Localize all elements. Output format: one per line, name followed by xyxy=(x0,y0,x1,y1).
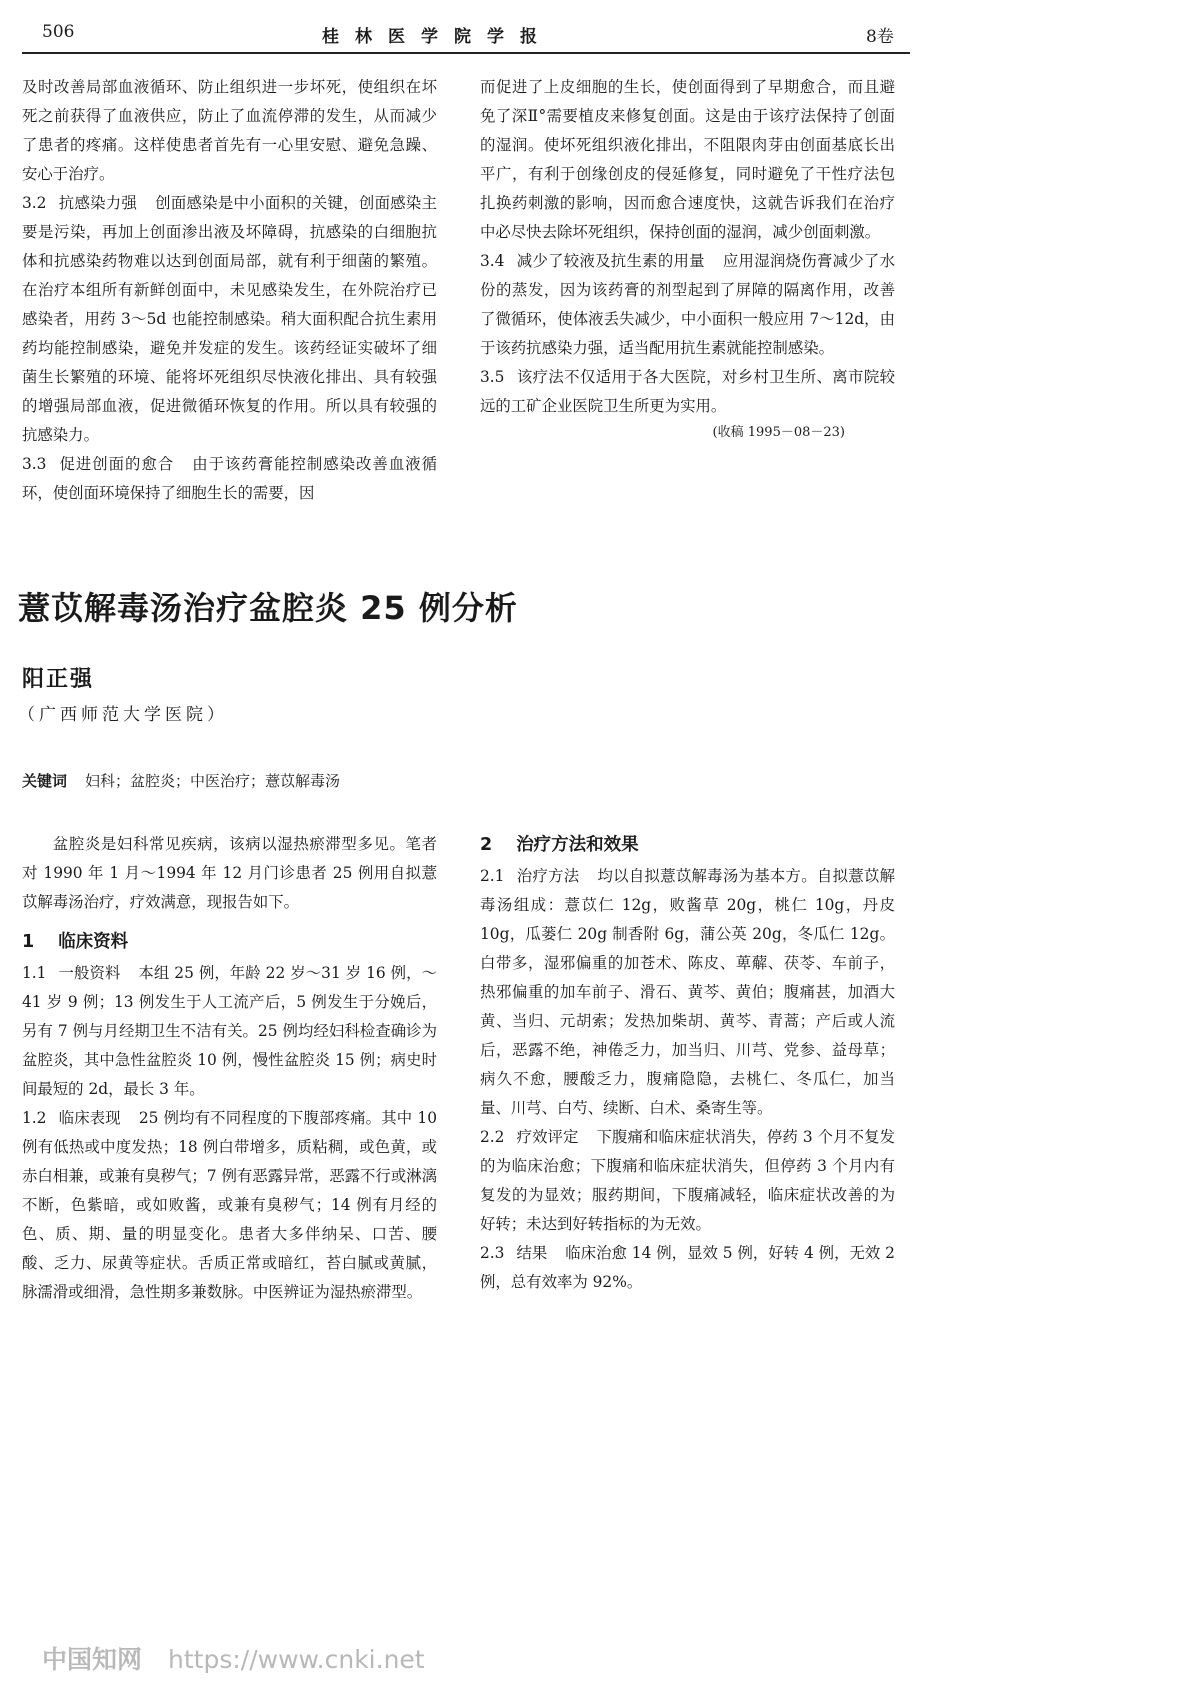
section-1-2 xyxy=(22,1104,437,1307)
section-heading-2 xyxy=(480,830,895,860)
page-number: 506 xyxy=(42,22,75,42)
section-title: 疗效评定 xyxy=(516,1128,579,1146)
keywords-list: 妇科；盆腔炎；中医治疗；薏苡解毒汤 xyxy=(85,772,341,790)
intro-paragraph: 盆腔炎是妇科常见疾病，该病以湿热瘀滞型多见。笔者对 1990 年 1 月～1994 年 12 月门诊患者 25 例用自拟薏苡解毒汤治疗，疗效满意，现报告如下。 xyxy=(22,835,437,911)
section-title: 治疗方法 xyxy=(516,867,580,885)
author-name: 阳正强 xyxy=(22,667,95,692)
section-3-3 xyxy=(22,450,437,508)
section-number: 2.2 xyxy=(480,1128,505,1146)
keywords-label: 关键词 xyxy=(22,772,68,790)
section-3-2 xyxy=(22,189,437,450)
section-text: 该疗法不仅适用于各大医院，对乡村卫生所、离市院较远的工矿企业医院卫生所更为实用。 xyxy=(480,368,895,415)
paragraph: 及时改善局部血液循环、防止组织进一步坏死，使组织在坏死之前获得了血液供应，防止了血流停滞的发生，从而减少了患者的疼痛。这样使患者首先有一心里安慰、避免急躁、安心于治疗。 xyxy=(22,78,437,183)
section-2-1 xyxy=(480,862,895,1123)
section-2-2 xyxy=(480,1123,895,1239)
received-date: (收稿 1995－08－23) xyxy=(712,425,845,440)
prev-article-left-column xyxy=(22,73,437,508)
article-title: 薏苡解毒汤治疗盆腔炎 25 例分析 xyxy=(18,589,518,627)
section-number: 3.2 xyxy=(22,194,47,212)
section-3-4 xyxy=(480,247,895,363)
section-text: 下腹痛和临床症状消失，停药 3 个月不复发的为临床治愈；下腹痛和临床症状消失，但停药 3 个月内有复发的为显效；服药期间，下腹痛减轻，临床症状改善的为好转；未达到好转指标的为无效。 xyxy=(480,1128,895,1233)
paragraph: 而促进了上皮细胞的生长，使创面得到了早期愈合，而且避免了深Ⅱ°需要植皮来修复创面。这是由于该疗法保持了创面的湿润。使坏死组织液化排出，不阻限肉芽由创面基底长出平广，有利于创缘创皮的侵延修复，同时避免了干性疗法包扎换药刺激的影响，因而愈合速度快，这就告诉我们在治疗中必尽快去除坏死组织，保持创面的湿润，减少创面刺激。 xyxy=(480,78,895,241)
section-title: 临床表现 xyxy=(58,1109,121,1127)
section-text: 临床治愈 14 例，显效 5 例，好转 4 例，无效 2 例，总有效率为 92%。 xyxy=(480,1244,895,1291)
section-text: 应用湿润烧伤膏减少了水份的蒸发，因为该药膏的剂型起到了屏障的隔离作用，改善了微循环，使体液丢失减少，中小面积一般应用 7～12d，由于该药抗感染力强，适当配用抗生素就能控制感染。 xyxy=(480,252,895,357)
section-title: 治疗方法和效果 xyxy=(516,835,639,855)
section-title: 临床资料 xyxy=(58,932,129,952)
section-1-1 xyxy=(22,959,437,1104)
article-right-column xyxy=(480,830,895,1297)
section-title: 抗感染力强 xyxy=(58,194,138,212)
section-2-3 xyxy=(480,1239,895,1297)
section-text: 本组 25 例，年龄 22 岁～31 岁 16 例，～41 岁 9 例；13 例发生于人工流产后，5 例发生于分娩后，另有 7 例与月经期卫生不洁有关。25 例均经妇科检查确诊为盆腔炎，其中急性盆腔炎 10 例，慢性盆腔炎 15 例；病史时间最短的 2d，最长 3 年。 xyxy=(22,964,437,1098)
section-number: 2.1 xyxy=(480,867,505,885)
section-text: 由于该药膏能控制感染改善血液循环，使创面环境保持了细胞生长的需要，因 xyxy=(22,455,437,502)
section-number: 3.4 xyxy=(480,252,505,270)
section-title: 结果 xyxy=(516,1244,548,1262)
watermark-url: https://www.cnki.net xyxy=(168,1645,425,1674)
section-title: 减少了较液及抗生素的用量 xyxy=(516,252,705,270)
keywords xyxy=(22,770,340,791)
section-number: 2 xyxy=(480,835,493,855)
section-heading-1 xyxy=(22,927,437,957)
section-3-5 xyxy=(480,363,895,421)
article-left-column xyxy=(22,830,437,1307)
section-number: 1.2 xyxy=(22,1109,47,1127)
section-text: 均以自拟薏苡解毒汤为基本方。自拟薏苡解毒汤组成：薏苡仁 12g，败酱草 20g，桃仁 10g，丹皮 10g，瓜蒌仁 20g 制香附 6g，蒲公英 20g，冬瓜仁 12g。白带多，湿邪偏重的加苍术、陈皮、萆薢、茯苓、车前子，热邪偏重的加车前子、滑石、黄芩、黄伯；腹痛甚，加酒大黄、当归、元胡索；发热加柴胡、黄芩、青蒿；产后或人流后，恶露不绝，神倦乏力，加当归、川芎、党参、益母草；病久不愈，腰酸乏力，腹痛隐隐，去桃仁、冬瓜仁，加当量、川芎、白芍、续断、白术、桑寄生等。 xyxy=(480,867,895,1117)
author-affiliation: （广西师范大学医院） xyxy=(18,705,228,725)
section-title: 一般资料 xyxy=(58,964,121,982)
section-text: 25 例均有不同程度的下腹部疼痛。其中 10 例有低热或中度发热；18 例白带增多，质粘稠，或色黄，或赤白相兼，或兼有臭秽气；7 例有恶露异常，恶露不行或淋漓不断，色紫暗，或如败酱，或兼有臭秽气；14 例有月经的色、质、期、量的明显变化。患者大多伴纳呆、口苦、腰酸、乏力、尿黄等症状。舌质正常或暗红，苔白腻或黄腻，脉濡滑或细滑，急性期多兼数脉。中医辨证为湿热瘀滞型。 xyxy=(22,1109,437,1301)
page-header xyxy=(22,16,910,54)
section-number: 1.1 xyxy=(22,964,47,982)
section-number: 3.3 xyxy=(22,455,47,473)
section-title: 促进创面的愈合 xyxy=(58,455,175,473)
prev-article-right-column xyxy=(480,73,895,445)
section-number: 3.5 xyxy=(480,368,505,386)
section-text: 创面感染是中小面积的关键，创面感染主要是污染，再加上创面渗出液及坏障碍，抗感染的白细胞抗体和抗感染药物难以达到创面局部，就有利于细菌的繁殖。在治疗本组所有新鲜创面中，未见感染发生，在外院治疗已感染者，用药 3～5d 也能控制感染。稍大面积配合抗生素用药均能控制感染，避免并发症的发生。该药经证实破坏了细菌生长繁殖的环境、能将坏死组织尽快液化排出、具有较强的增强局部血液，促进微循环恢复的作用。所以具有较强的抗感染力。 xyxy=(22,194,437,444)
section-number: 1 xyxy=(22,932,35,952)
section-number: 2.3 xyxy=(480,1244,505,1262)
journal-name: 桂林医学院学报 xyxy=(322,27,553,47)
volume-label: 8卷 xyxy=(866,27,894,47)
cnki-watermark xyxy=(42,1640,425,1676)
watermark-logo-text: 中国知网 xyxy=(42,1645,143,1674)
